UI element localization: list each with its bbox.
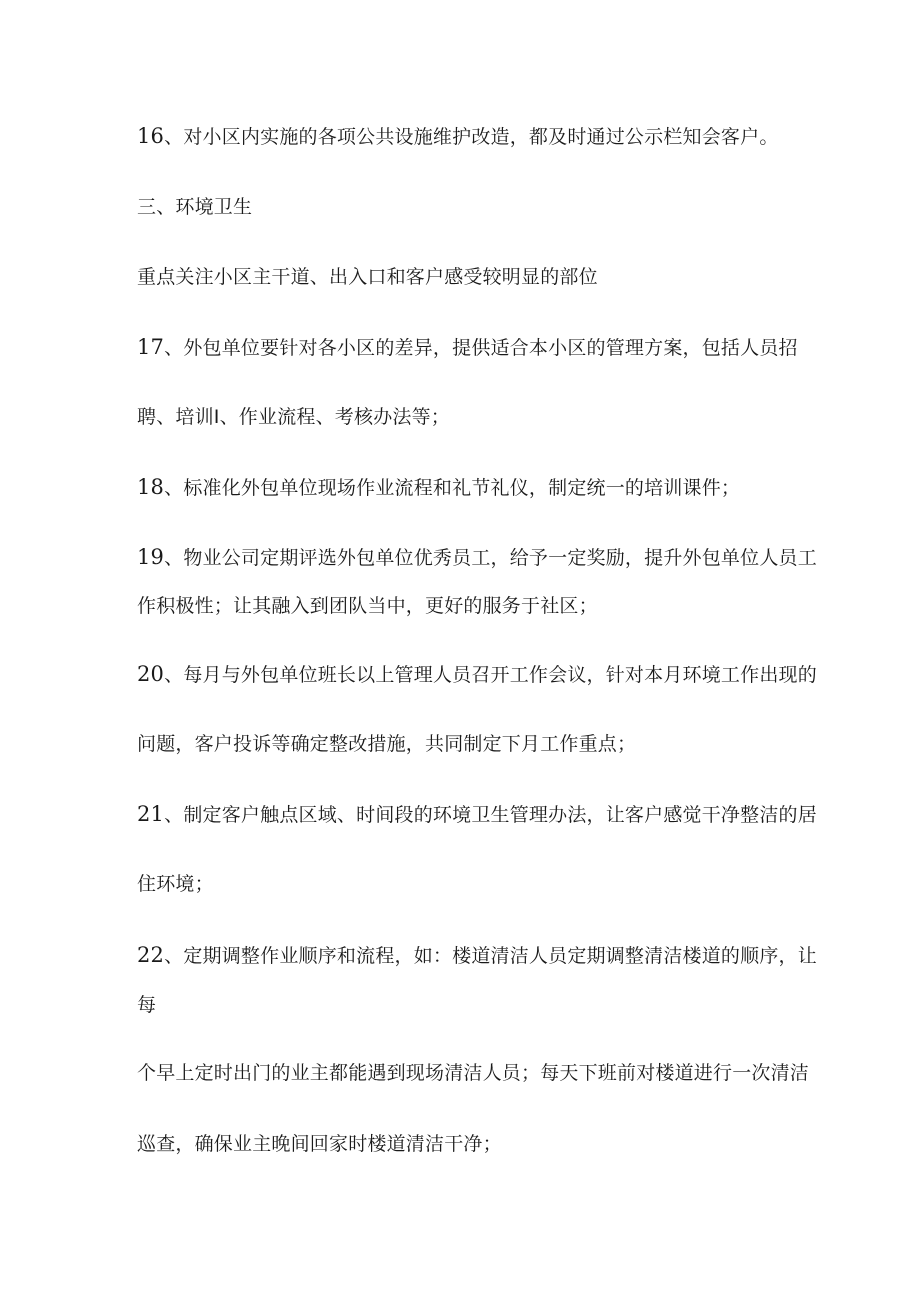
line-text: 问题，客户投诉等确定整改措施，共同制定下月工作重点； xyxy=(137,733,637,755)
text-line-item-20-cont xyxy=(137,732,636,756)
line-text: 、外包单位要针对各小区的差异，提供适合本小区的管理方案，包括人员招 xyxy=(164,337,798,359)
line-text: 、标准化外包单位现场作业流程和礼节礼仪，制定统一的培训课件； xyxy=(164,477,741,499)
line-text: 三、环境卫生 xyxy=(137,196,253,218)
line-text: 巡查，确保业主晚间回家时楼道清洁干净； xyxy=(137,1133,502,1155)
line-text: 、制定客户触点区域、时间段的环境卫生管理办法，让客户感觉干净整洁的居 xyxy=(164,804,817,826)
text-line-item-16 xyxy=(137,124,779,149)
item-number: 18 xyxy=(137,475,165,499)
item-number: 19 xyxy=(137,545,165,569)
text-line-item-22 xyxy=(137,943,817,968)
text-line-focus xyxy=(137,265,598,289)
text-line-item-22-cont xyxy=(137,1061,809,1085)
text-line-item-19-cont xyxy=(137,594,598,618)
text-line-item-21 xyxy=(137,802,817,827)
text-line-item-17-cont xyxy=(137,405,450,429)
line-text: 住环境； xyxy=(137,873,214,895)
section-heading-environment xyxy=(137,195,252,219)
line-text: 、对小区内实施的各项公共设施维护改造，都及时通过公示栏知会客户。 xyxy=(164,126,779,148)
item-number: 20 xyxy=(137,662,165,686)
item-number: 21 xyxy=(137,802,165,826)
text-line-item-22-end xyxy=(137,1132,502,1156)
line-text: 每 xyxy=(137,994,157,1016)
line-text: 聘、培训Ⅰ、作业流程、考核办法等； xyxy=(137,406,451,428)
line-text: 、定期调整作业顺序和流程，如：楼道清洁人员定期调整清洁楼道的顺序，让 xyxy=(164,945,817,967)
text-line-item-22-wrap xyxy=(137,993,156,1017)
line-text: 、每月与外包单位班长以上管理人员召开工作会议，针对本月环境工作出现的 xyxy=(164,664,817,686)
line-text: 个早上定时出门的业主都能遇到现场清洁人员；每天下班前对楼道进行一次清洁 xyxy=(137,1062,810,1084)
line-text: 重点关注小区主干道、出入口和客户感受较明显的部位 xyxy=(137,266,598,288)
item-number: 22 xyxy=(137,943,165,967)
text-line-item-17 xyxy=(137,335,798,360)
text-line-item-21-cont xyxy=(137,872,214,896)
text-line-item-20 xyxy=(137,662,817,687)
line-text: 、物业公司定期评选外包单位优秀员工，给予一定奖励，提升外包单位人员工 xyxy=(164,547,817,569)
item-number: 17 xyxy=(137,335,165,359)
line-text: 作积极性；让其融入到团队当中，更好的服务于社区； xyxy=(137,595,598,617)
item-number: 16 xyxy=(137,124,165,148)
text-line-item-18 xyxy=(137,475,740,500)
text-line-item-19 xyxy=(137,545,817,570)
